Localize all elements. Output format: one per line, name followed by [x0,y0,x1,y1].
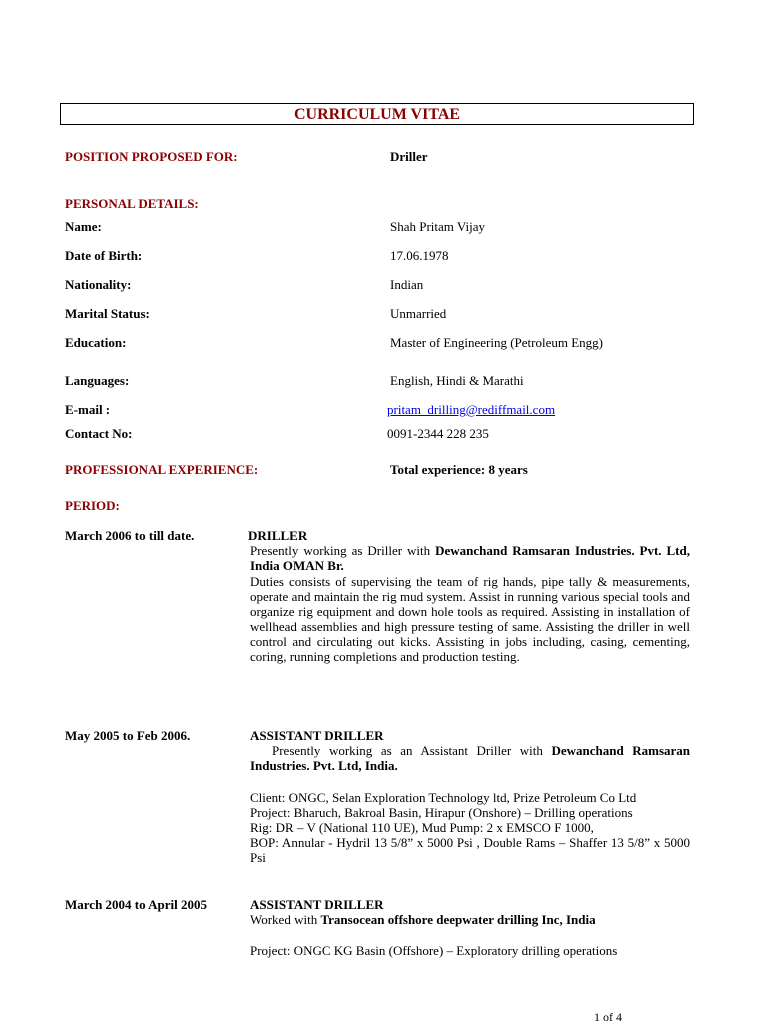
job-duties: Duties consists of supervising the team of rig hands, pipe tally & measurements, operate and maintain the rig mud system. Assist in running various special tools and organize rig equipment and down hole tools as required. Assisting in installation of wellhead assemblies and high pressure testing of same. Assisting the driller in well control and circulating out kicks. Assisting in jobs including, casing, cementing, coring, running completions and production testing. [250,574,690,664]
job-intro [250,912,690,927]
document-title: CURRICULUM VITAE [293,106,461,123]
job-employer: Transocean offshore deepwater drilling Inc, India [320,912,596,927]
email-label: E-mail : [65,402,111,417]
email-link[interactable]: pritam_drilling@rediffmail.com [387,402,556,417]
job-intro [250,743,690,773]
page-number: 1 of 4 [594,1010,622,1024]
dob-value: 17.06.1978 [390,248,449,263]
job-detail-line: Project: Bharuch, Bakroal Basin, Hirapur (Onshore) – Drilling operations [250,805,633,820]
education-label: Education: [65,335,127,350]
personal-details-heading: PERSONAL DETAILS: [65,196,199,211]
job-intro [250,543,690,573]
job-detail-line: BOP: Annular - Hydril 13 5/8” x 5000 Psi , Double Rams – Shaffer 13 5/8” x 5000 Psi [250,835,690,865]
job-period: May 2005 to Feb 2006. [65,728,191,743]
job-detail-line: Client: ONGC, Selan Exploration Technology ltd, Prize Petroleum Co Ltd [250,790,637,805]
total-experience: Total experience: 8 years [390,462,528,477]
job-role: ASSISTANT DRILLER [250,728,384,743]
languages-value: English, Hindi & Marathi [390,373,524,388]
education-value: Master of Engineering (Petroleum Engg) [390,335,603,350]
job-role: ASSISTANT DRILLER [250,897,384,912]
title-box [60,103,694,125]
job-period: March 2006 to till date. [65,528,195,543]
marital-status-value: Unmarried [390,306,447,321]
job-intro-text: Worked with [250,912,321,927]
period-heading: PERIOD: [65,498,120,513]
contact-value: 0091-2344 228 235 [387,426,489,441]
marital-status-label: Marital Status: [65,306,150,321]
job-role: DRILLER [248,528,308,543]
contact-label: Contact No: [65,426,133,441]
job-intro-text: Presently working as Driller with [250,543,436,558]
job-detail-line: Rig: DR – V (National 110 UE), Mud Pump: 2 x EMSCO F 1000, [250,820,594,835]
job-employer: Dewanchand Ramsaran Industries. Pvt. Ltd, India. [250,743,691,773]
job-employer: Dewanchand Ramsaran Industries. Pvt. Ltd, India OMAN Br. [250,543,690,573]
position-value: Driller [390,149,428,164]
position-label: POSITION PROPOSED FOR: [65,149,238,164]
job-intro-text: Presently working as an Assistant Driller with [272,743,552,758]
name-label: Name: [65,219,102,234]
experience-heading: PROFESSIONAL EXPERIENCE: [65,462,259,477]
name-value: Shah Pritam Vijay [390,219,486,234]
nationality-value: Indian [390,277,424,292]
languages-label: Languages: [65,373,130,388]
dob-label: Date of Birth: [65,248,143,263]
nationality-label: Nationality: [65,277,132,292]
job-detail-line: Project: ONGC KG Basin (Offshore) – Exploratory drilling operations [250,943,618,958]
job-period: March 2004 to April 2005 [65,897,208,912]
